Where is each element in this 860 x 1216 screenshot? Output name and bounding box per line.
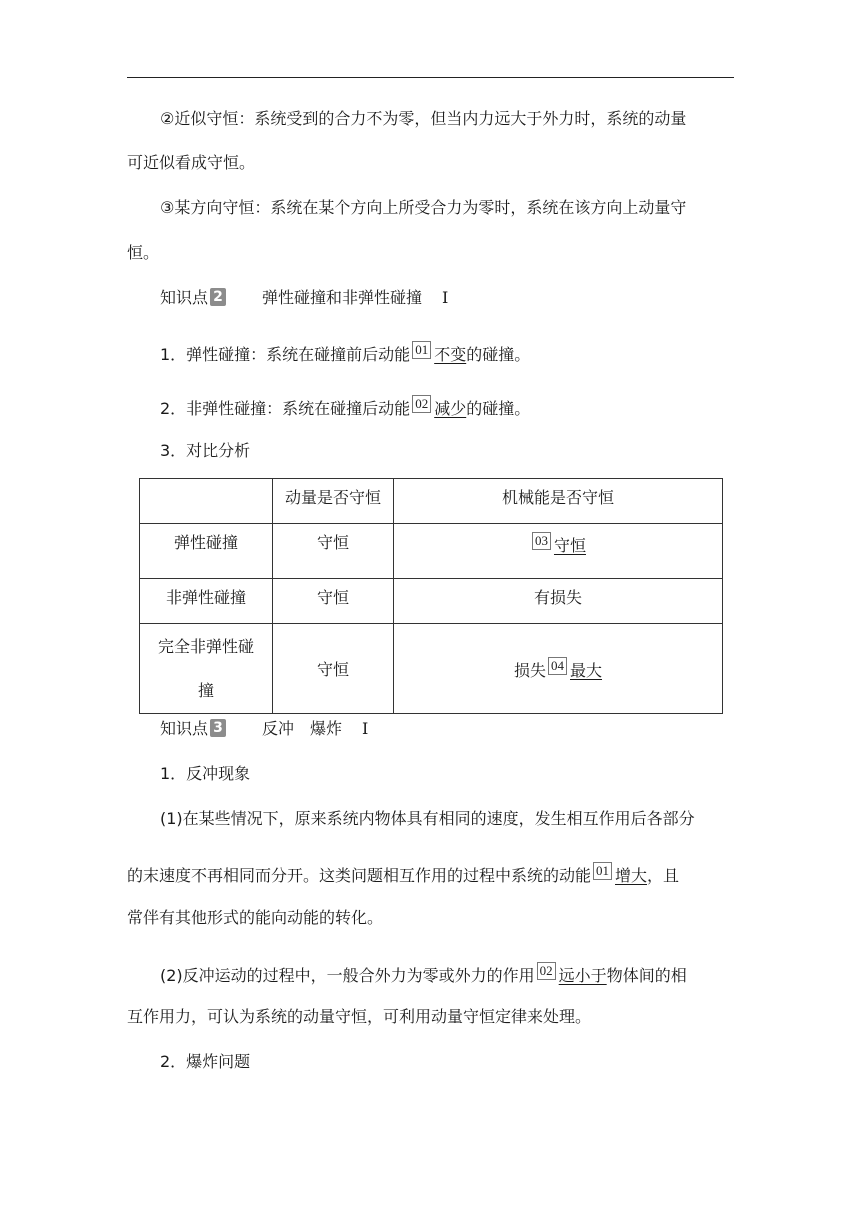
- kp3-prefix: 知识点: [160, 719, 209, 738]
- table-row: [140, 579, 723, 624]
- answer-number-box: 01: [593, 862, 612, 880]
- kp3-p1-tail: ，且: [647, 866, 680, 885]
- kp2-item1-text: 1．弹性碰撞：系统在碰撞前后动能: [160, 345, 411, 364]
- kp3-item1: 1．反冲现象: [160, 764, 251, 783]
- answer-number-box: 02: [412, 395, 431, 413]
- para-direction-line1: ③某方向守恒：系统在某个方向上所受合力为零时，系统在该方向上动量守: [160, 198, 687, 217]
- kp2-badge: 2: [210, 288, 226, 306]
- answer-number-box: 01: [412, 341, 431, 359]
- kp2-prefix: 知识点: [160, 288, 209, 307]
- kp2-level: Ⅰ: [442, 290, 449, 307]
- kp3-p1-text: 的末速度不再相同而分开。这类问题相互作用的过程中系统的动能: [127, 866, 592, 885]
- answer-text: 最大: [570, 660, 603, 680]
- kp3-p2-line2: 互作用力，可认为系统的动量守恒，可利用动量守恒定律来处理。: [127, 1007, 592, 1026]
- kp2-item2: [127, 395, 737, 420]
- table-cell-energy: [394, 524, 723, 579]
- table-cell-type: 非弹性碰撞: [140, 579, 273, 624]
- table-cell-type-line1: 完全非弹性碰: [157, 636, 254, 656]
- kp3-p2-tail: 物体间的相: [606, 966, 687, 985]
- answer-text: 远小于: [558, 966, 607, 985]
- kp3-p2-line1: [127, 962, 737, 987]
- table-cell-energy-text: 损失: [513, 660, 546, 680]
- answer-text: 增大: [615, 866, 648, 885]
- kp3-item2: 2．爆炸问题: [160, 1052, 251, 1071]
- kp3-p1-line3: 常伴有其他形式的能向动能的转化。: [127, 908, 384, 927]
- kp2-item3: 3．对比分析: [160, 441, 251, 460]
- kp2-item2-tail: 的碰撞。: [466, 399, 531, 418]
- table-cell-type: [140, 624, 273, 714]
- para-approx-line2: 可近似看成守恒。: [127, 153, 256, 172]
- kp3-heading: [127, 718, 737, 741]
- answer-text: 减少: [434, 399, 467, 418]
- kp3-p1-line2: [127, 862, 737, 887]
- table-cell-momentum: 守恒: [273, 524, 394, 579]
- answer-number-box: 02: [537, 962, 556, 980]
- table-row: [140, 624, 723, 714]
- comparison-table: [139, 478, 723, 714]
- table-cell-type-line2: 撞: [197, 680, 214, 700]
- answer-text: 不变: [434, 345, 467, 364]
- kp2-title: 弹性碰撞和非弹性碰撞: [262, 288, 423, 307]
- table-header-cell: 动量是否守恒: [273, 479, 394, 524]
- header-rule: [127, 77, 734, 78]
- table-header-cell: [140, 479, 273, 524]
- table-cell-energy: [394, 624, 723, 714]
- table-cell-type: 弹性碰撞: [140, 524, 273, 579]
- table-cell-momentum: 守恒: [273, 624, 394, 714]
- table-row: [140, 524, 723, 579]
- answer-text: 守恒: [553, 536, 586, 555]
- para-direction-line2: 恒。: [127, 243, 160, 262]
- answer-number-box: 03: [532, 532, 551, 550]
- kp2-item2-text: 2．非弹性碰撞：系统在碰撞后动能: [160, 399, 411, 418]
- kp3-level: Ⅰ: [362, 721, 369, 738]
- kp3-title: 反冲 爆炸: [262, 719, 343, 738]
- table-header-row: [140, 479, 723, 524]
- answer-number-box: 04: [548, 657, 567, 675]
- kp2-item1-tail: 的碰撞。: [466, 345, 531, 364]
- kp2-heading: [127, 287, 737, 310]
- kp3-p2-text: (2)反冲运动的过程中，一般合外力为零或外力的作用: [160, 966, 535, 985]
- table-cell-momentum: 守恒: [273, 579, 394, 624]
- kp3-p1-line1: (1)在某些情况下，原来系统内物体具有相同的速度，发生相互作用后各部分: [160, 809, 695, 828]
- para-approx-line1: ②近似守恒：系统受到的合力不为零，但当内力远大于外力时，系统的动量: [160, 109, 687, 128]
- table-cell-energy: 有损失: [394, 579, 723, 624]
- table-header-cell: 机械能是否守恒: [394, 479, 723, 524]
- kp2-item1: [127, 341, 737, 366]
- kp3-badge: 3: [210, 719, 226, 737]
